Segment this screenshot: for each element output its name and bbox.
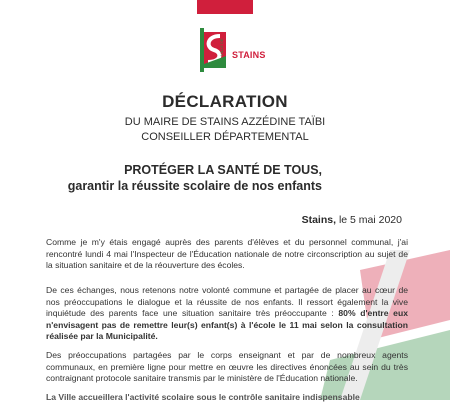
headline-sub: garantir la réussite scolaire de nos enfants bbox=[67, 179, 322, 193]
logo-subtitle: VILLE DE bbox=[219, 38, 224, 56]
logo-name: STAINS bbox=[232, 50, 266, 60]
document-title: DÉCLARATION bbox=[162, 92, 288, 111]
paragraph-2-text: De ces échanges, nous retenons notre volonté commune et partagée de placer au cœur de nos préoccupations le dialogue et la réussite de nos enfants. Il ressort également la vive inquiétude des parents face une situation sanitaire très préoccupante : bbox=[46, 285, 408, 319]
dateline-place: Stains, bbox=[301, 214, 337, 226]
paragraph-3: Des préoccupations partagées par le corps enseignant et par de nombreux agents communaux, en première ligne pour mettre en œuvre les directives énoncées au sein du très contraignant protocole sanitaire transmis par le ministère de l'Éducation nationale. bbox=[46, 350, 408, 384]
dateline bbox=[302, 214, 402, 226]
author-line: DU MAIRE DE STAINS AZZÉDINE TAÏBI bbox=[124, 116, 326, 128]
paragraph-1: Comme je m'y étais engagé auprès des parents d'élèves et du personnel communal, j'ai rencontré lundi 4 mai l'Inspecteur de l'Éducation nationale de notre circonscription au sujet de la situation sanitaire et de la réouverture des écoles. bbox=[46, 237, 408, 271]
paragraph-2 bbox=[46, 285, 408, 343]
top-red-band bbox=[197, 0, 253, 14]
headline-main: PROTÉGER LA SANTÉ DE TOUS, bbox=[124, 163, 322, 177]
paragraph-4: La Ville accueillera l'activité scolaire sous le contrôle sanitaire indispensable bbox=[46, 392, 360, 402]
author-role: CONSEILLER DÉPARTEMENTAL bbox=[141, 131, 309, 143]
dateline-date: le 5 mai 2020 bbox=[336, 214, 402, 226]
paragraph-2-highlight: 80% d'entre eux n'envisagent pas de remettre leur(s) enfant(s) à l'école le 11 mai selon la consultation réalisée par la Municipalité. bbox=[46, 308, 408, 342]
